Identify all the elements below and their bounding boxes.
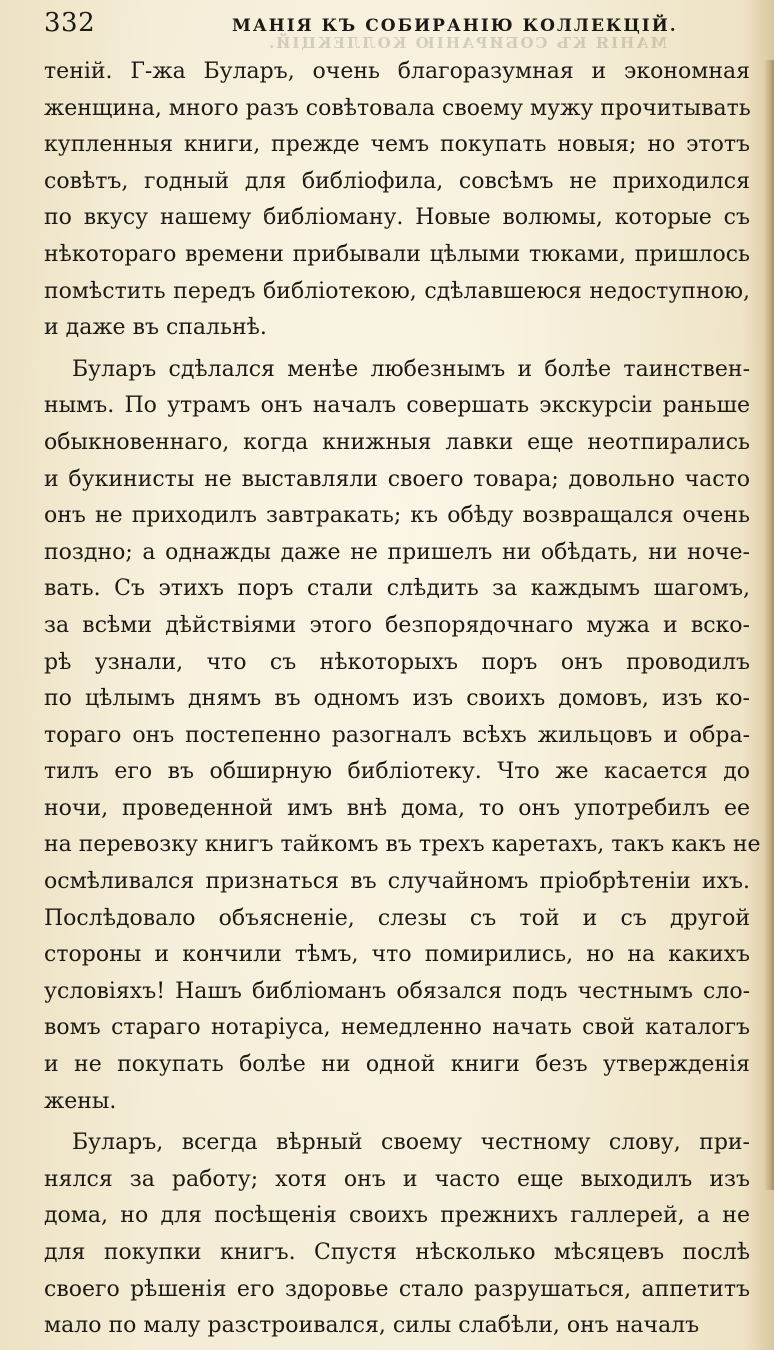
text-line: вать. Съ этихъ поръ стали слѣдить за каждымъ шагомъ, xyxy=(44,576,750,602)
text-line: Буларъ сдѣлался менѣе любезнымъ и болѣе таинствен- xyxy=(72,356,750,382)
text-line: дома, но для посѣщенія своихъ прежнихъ галлерей, а не xyxy=(44,1203,750,1229)
text-line: на перевозку книгъ тайкомъ въ трехъ каретахъ, такъ какъ не xyxy=(44,832,761,858)
text-line: Послѣдовало объясненіе, слезы съ той и съ другой xyxy=(44,905,750,931)
text-line: поздно; а однажды даже не пришелъ ни обѣдать, ни ноче- xyxy=(44,539,750,565)
text-line: нѣкотораго времени прибывали цѣлыми тюками, пришлось xyxy=(44,241,750,267)
text-line: стороны и кончили тѣмъ, что помирились, но на какихъ xyxy=(44,942,750,968)
text-line: ночи, проведенной имъ внѣ дома, то онъ употребилъ ее xyxy=(44,795,750,821)
text-line: и даже въ спальнѣ. xyxy=(44,315,267,341)
text-line: тилъ его въ обширную библіотеку. Что же касается до xyxy=(44,759,750,785)
text-line: онъ не приходилъ завтракать; къ обѣду возвращался очень xyxy=(44,503,750,529)
text-line: жены. xyxy=(44,1088,117,1114)
text-line: осмѣливался признаться въ случайномъ пріобрѣтеніи ихъ. xyxy=(44,869,750,895)
page-number: 332 xyxy=(44,8,96,38)
page-edge-shadow xyxy=(764,60,774,1190)
text-line: Буларъ, всегда вѣрный своему честному слову, при- xyxy=(72,1130,750,1156)
text-line: и не покупать болѣе ни одной книги безъ утвержденія xyxy=(44,1052,750,1078)
text-line: нымъ. По утрамъ онъ началъ совершать экскурсіи раньше xyxy=(44,393,750,419)
text-line: условіяхъ! Нашъ библіоманъ обязался подъ честнымъ сло- xyxy=(44,978,750,1004)
text-line: купленныя книги, прежде чемъ покупать новыя; но этотъ xyxy=(44,132,750,158)
text-line: и букинисты не выставляли своего товара; довольно часто xyxy=(44,466,750,492)
page-header xyxy=(42,6,762,52)
text-line: по цѣлымъ днямъ въ одномъ изъ своихъ домовъ, изъ ко- xyxy=(44,686,750,712)
text-line: своего рѣшенія его здоровье стало разрушаться, аппетитъ xyxy=(44,1276,750,1302)
text-line: вомъ стараго нотаріуса, немедленно начать свой каталогъ xyxy=(44,1015,750,1041)
text-line: мало по малу разстроивался, силы слабѣли, онъ началъ xyxy=(44,1313,700,1339)
paragraph xyxy=(44,54,750,347)
text-line: рѣ узнали, что съ нѣкоторыхъ поръ онъ проводилъ xyxy=(44,649,750,675)
paragraph xyxy=(44,352,761,1120)
text-line: помѣстить передъ библіотекою, сдѣлавшеюся недоступною, xyxy=(44,278,750,304)
text-line: для покупки книгъ. Спустя нѣсколько мѣсяцевъ послѣ xyxy=(44,1240,750,1265)
text-line: за всѣми дѣйствіями этого безпорядочнаго мужа и вско- xyxy=(44,612,750,638)
bleed-through-running-head: МАНІЯ КЪ СОБИРАНІЮ КОЛЛЕКЦІЙ. xyxy=(267,34,668,52)
text-line: нялся за работу; хотя онъ и часто еще выходилъ изъ xyxy=(44,1166,750,1192)
running-head: МАНІЯ КЪ СОБИРАНІЮ КОЛЛЕКЦІЙ. xyxy=(232,16,678,36)
text-line: тораго онъ постепенно разогналъ всѣхъ жильцовъ и обра- xyxy=(44,722,750,748)
text-line: обыкновеннаго, когда книжныя лавки еще неотпирались xyxy=(44,429,750,455)
text-line: теній. Г-жа Буларъ, очень благоразумная и экономная xyxy=(44,59,750,84)
body-text xyxy=(44,54,761,1345)
text-line: женщина, много разъ совѣтовала своему мужу прочитывать xyxy=(44,95,751,121)
text-line: совѣтъ, годный для библіофила, совсѣмъ не приходился xyxy=(44,168,750,194)
paragraph xyxy=(44,1125,750,1345)
text-line: по вкусу нашему библіоману. Новые волюмы, которые съ xyxy=(44,205,750,231)
